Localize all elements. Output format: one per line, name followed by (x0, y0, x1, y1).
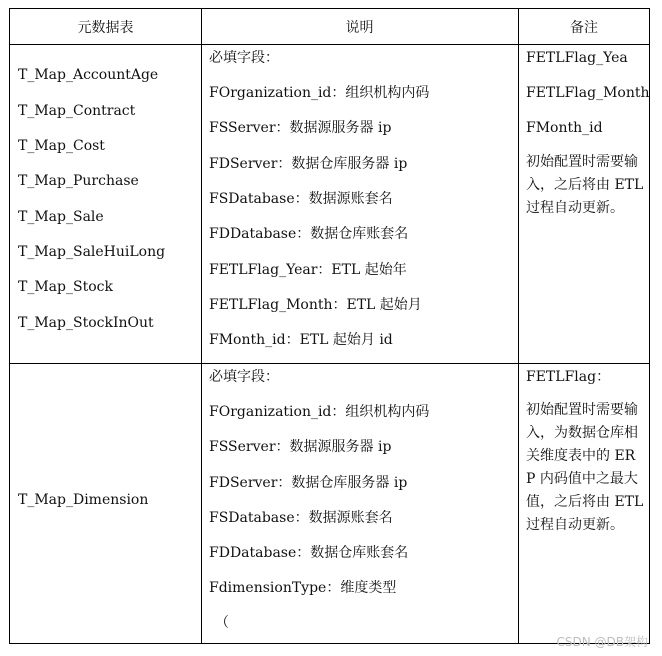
field-line: FSDatabase：数据源账套名 (209, 191, 393, 207)
remark-field: FMonth_id (526, 120, 603, 136)
field-line: FSDatabase：数据源账套名 (209, 510, 393, 526)
metadata-table (9, 8, 650, 644)
field-line: FETLFlag_Year：ETL 起始年 (209, 262, 407, 278)
field-line: FDServer：数据仓库服务器 ip (209, 156, 408, 172)
field-line: FSServer：数据源服务器 ip (209, 439, 392, 455)
table-name: T_Map_Contract (18, 103, 136, 119)
field-line: 必填字段： (209, 369, 279, 385)
table-name: T_Map_Stock (18, 279, 113, 295)
table-name: T_Map_Sale (18, 209, 104, 225)
field-line: FDDatabase：数据仓库账套名 (209, 545, 409, 561)
remark-field: FETLFlag_Yea (526, 50, 628, 66)
field-line: （ (215, 615, 229, 631)
header-remarks: 备注 (570, 20, 598, 36)
table-name: T_Map_AccountAge (18, 67, 159, 83)
table-name: T_Map_Purchase (18, 173, 139, 189)
header-metadata-table: 元数据表 (77, 20, 134, 36)
watermark: CSDN @DB架构 (556, 635, 648, 649)
table-name: T_Map_Cost (18, 138, 105, 154)
row-divider (10, 363, 649, 364)
column-divider (201, 9, 202, 643)
field-line: FDServer：数据仓库服务器 ip (209, 475, 408, 491)
field-line: FOrganization_id：组织机构内码 (209, 85, 430, 101)
field-line: FETLFlag_Month：ETL 起始月 (209, 297, 422, 313)
field-line: 必填字段： (209, 50, 279, 66)
table-name: T_Map_Dimension (18, 492, 149, 508)
field-line: FOrganization_id：组织机构内码 (209, 404, 430, 420)
table-name: T_Map_StockInOut (18, 315, 154, 331)
column-divider (518, 9, 519, 643)
field-line: FdimensionType：维度类型 (209, 580, 397, 596)
field-line: FMonth_id：ETL 起始月 id (209, 332, 393, 348)
table-name: T_Map_SaleHuiLong (18, 244, 166, 260)
header-description: 说明 (345, 20, 374, 36)
remark-text: 初始配置时需要输入，之后将由 ETL 过程自动更新。 (526, 154, 644, 216)
remark-field: FETLFlag： (526, 369, 611, 385)
remark-field: FETLFlag_Month (526, 85, 650, 101)
field-line: FSServer：数据源服务器 ip (209, 120, 392, 136)
remark-text: 初始配置时需要输入，为数据仓库相关维度表中的 ERP 内码值中之最大值，之后将由 ETL 过程自动更新。 (526, 402, 644, 533)
field-line: FDDatabase：数据仓库账套名 (209, 226, 409, 242)
